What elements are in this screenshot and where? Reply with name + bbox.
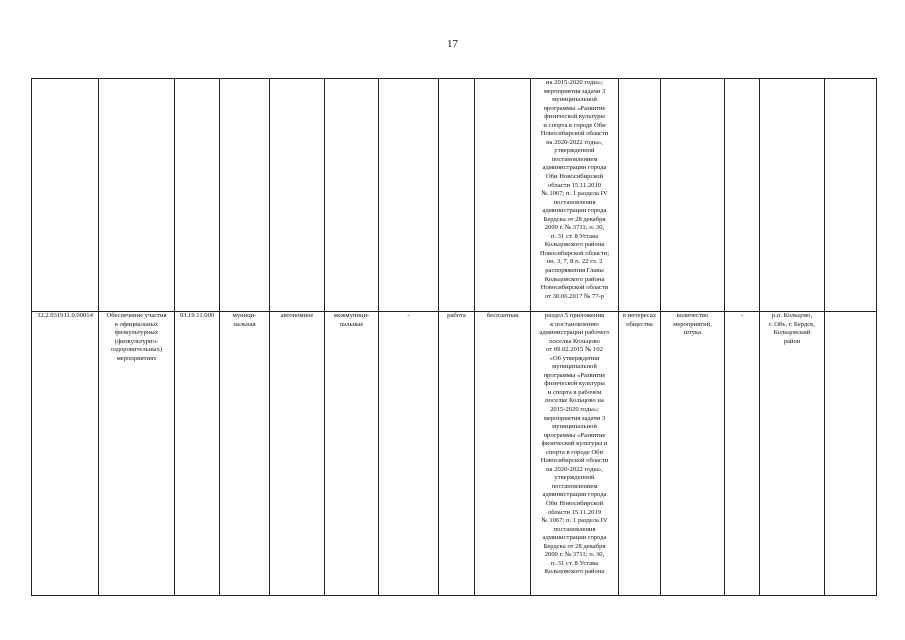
table-cell — [475, 79, 531, 312]
table-cell — [325, 79, 379, 312]
table-row — [32, 79, 877, 312]
location-cell: р.п. Кольцово, г. Обь, г. Бердск, Кольцовский район — [760, 312, 825, 596]
table-row — [32, 312, 877, 596]
payment-cell: бесплатная — [475, 312, 531, 596]
institution-form-cell: автономное — [270, 312, 325, 596]
table-cell — [175, 79, 220, 312]
table-cell — [725, 79, 760, 312]
table-cell — [439, 79, 475, 312]
registry-code-cell: 32.2.931911.0.00014 — [32, 312, 99, 596]
table-cell — [220, 79, 270, 312]
registry-table — [31, 78, 877, 596]
service-name-cell: Обеспечение участия в официальных физкультурных (физкультурно- оздоровительных) мероприятиях — [99, 312, 175, 596]
legal-basis-cell: на 2015-2020 годы»; мероприятия задачи 3 муниципальной программы «Развитие физической культуры и спорта в городе Оби Новосибирской области на 2020-2022 годы», утвержденной постановлением администрации города Оби Новосибирской области 15.11.2019 № 1067; п. 1 раздела IV постановления администрации города Бердска от 28 декабря 2009 г. № 3711; п. 30, п. 31 ст. 8 Устава Кольцовского района Новосибирской области; пп. 3, 7, 8 п. 22 гл. 2 распоряжения Главы Кольцовского района Новосибирской области от 30.06.2017 № 77-р — [531, 79, 619, 312]
okved-code-cell: 93.19.11.000 — [175, 312, 220, 596]
table-cell — [270, 79, 325, 312]
page-number: 17 — [447, 38, 458, 50]
indicator-cell: количество мероприятий, штука — [661, 312, 725, 596]
institution-type-cell: муници- пальная — [220, 312, 270, 596]
table-cell — [825, 312, 877, 596]
kind-cell: работа — [439, 312, 475, 596]
table-cell — [760, 79, 825, 312]
table-cell — [661, 79, 725, 312]
table-cell — [32, 79, 99, 312]
consumers-cell: в интересах общества — [619, 312, 661, 596]
table-cell — [825, 79, 877, 312]
table-cell — [619, 79, 661, 312]
table-cell — [99, 79, 175, 312]
dash-cell: - — [379, 312, 439, 596]
dash-cell: - — [725, 312, 760, 596]
legal-basis-cell: раздел 5 приложения к постановлению администрации рабочего поселка Кольцово от 09.02.2015 № 102 «Об утверждении муниципальной программы «Развитие физической культуры и спорта в рабочем поселке Кольцово на 2015-2020 годы»; мероприятия задачи 3 муниципальной программы «Развитие физической культуры и спорта в городе Оби Новосибирской области на 2020-2022 годы», утвержденной постановлением администрации города Оби Новосибирской области 15.11.2019 № 1067; п. 1 раздела IV постановления администрации города Бердска от 28 декабря 2009 г. № 3711; п. 30, п. 31 ст. 8 Устава Кольцовского района — [531, 312, 619, 596]
level-cell: межмуници- пальные — [325, 312, 379, 596]
table-cell — [379, 79, 439, 312]
